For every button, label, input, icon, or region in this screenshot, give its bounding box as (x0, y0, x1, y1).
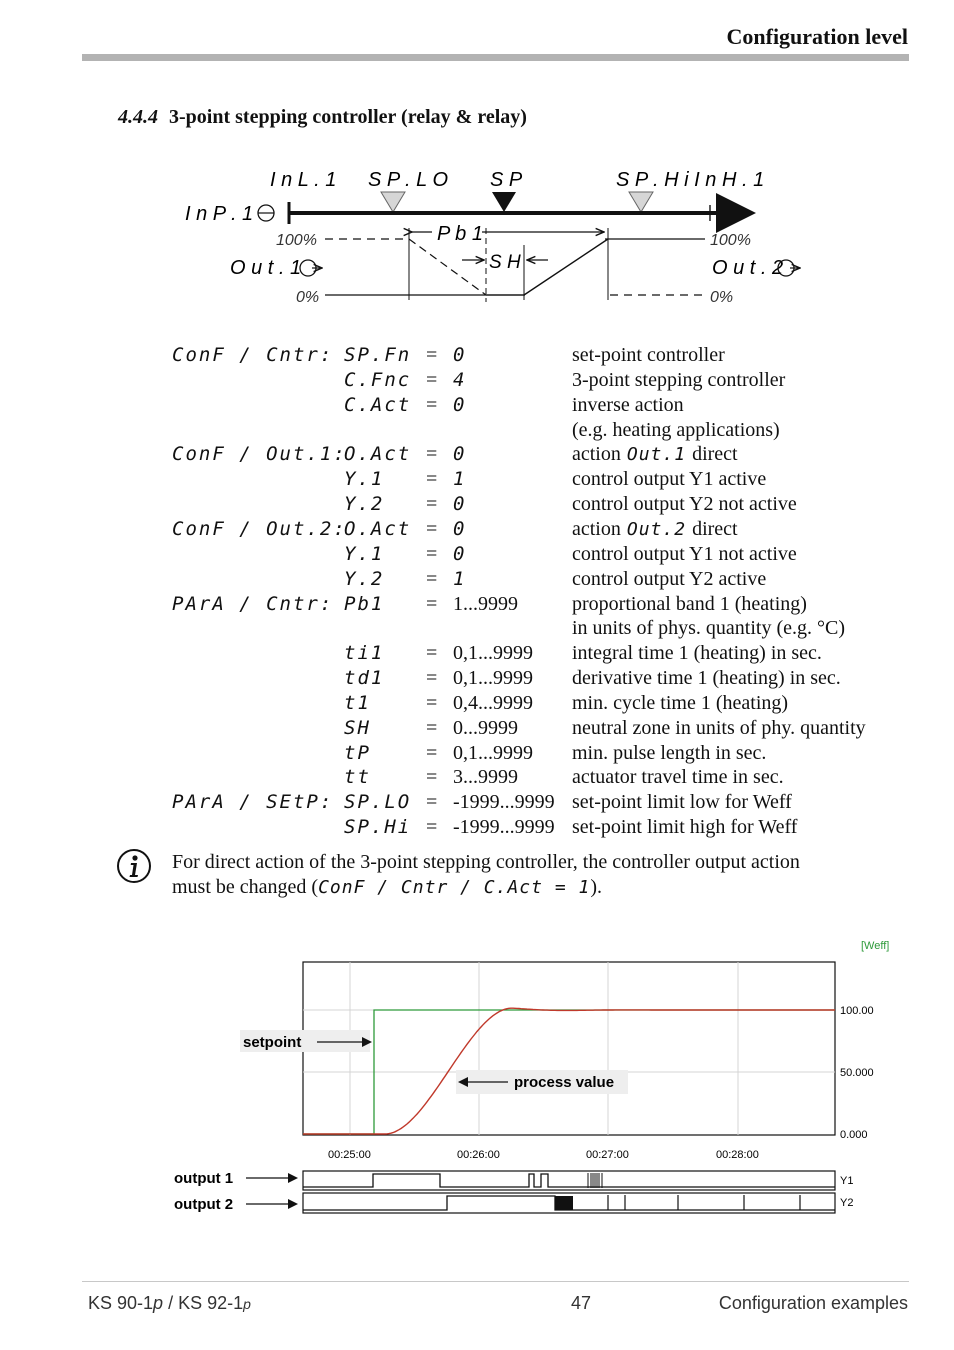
config-value: 0 (453, 542, 465, 565)
config-param: SH (344, 716, 371, 739)
y-tick-label: 50.000 (840, 1067, 874, 1079)
label-0-right: 0% (710, 289, 734, 306)
process-value-label: process value (514, 1074, 615, 1091)
config-param: C.Fnc (344, 368, 412, 391)
config-menu-path: ConF / Cntr: (172, 344, 334, 366)
config-description: (e.g. heating applications) (572, 418, 780, 441)
config-description: inverse action (572, 393, 684, 416)
controller-diagram (0, 150, 954, 320)
output2-label: output 2 (174, 1196, 234, 1213)
config-equals: = (426, 468, 438, 491)
label-inp1: I n P . 1 (185, 203, 254, 225)
config-equals: = (426, 816, 438, 839)
config-param: t1 (344, 691, 371, 714)
config-equals: = (426, 393, 438, 416)
footer-model: KS 90-1p / KS 92-1p (88, 1293, 251, 1313)
config-value: 0 (453, 344, 465, 366)
config-description: derivative time 1 (heating) in sec. (572, 667, 841, 690)
config-value: 0 (453, 443, 465, 466)
config-row (0, 765, 954, 790)
footer-chapter: Configuration examples (718, 1293, 908, 1313)
config-value: 0 (453, 517, 465, 540)
trend-chart (160, 930, 920, 1220)
config-row (0, 467, 954, 492)
config-description: min. cycle time 1 (heating) (572, 691, 789, 714)
section-number: 4.4.4 (118, 106, 158, 128)
config-equals: = (426, 642, 438, 665)
x-tick-label: 00:27:00 (586, 1149, 629, 1161)
label-out2: O u t . 2 (712, 257, 784, 279)
config-param: O.Act (344, 443, 412, 466)
config-value: 4 (453, 368, 465, 391)
config-row (0, 542, 954, 567)
config-description: set-point limit high for Weff (572, 816, 798, 839)
footer-divider (82, 1281, 909, 1282)
config-row (0, 716, 954, 741)
config-param: SP.Fn (344, 344, 412, 366)
config-row (0, 741, 954, 766)
config-row (0, 592, 954, 617)
output1-label: output 1 (174, 1170, 234, 1187)
config-table (0, 343, 954, 843)
page-number: 47 (571, 1293, 592, 1313)
config-value: 1...9999 (453, 592, 518, 615)
config-row (0, 368, 954, 393)
config-param: Y.2 (344, 493, 385, 516)
note-lcd-path: ConF / Cntr / C.Act = 1 (318, 877, 591, 898)
config-value: 0,1...9999 (453, 642, 533, 665)
config-value: -1999...9999 (453, 791, 555, 814)
config-value: 1 (453, 567, 465, 590)
config-menu-path: ConF / Out.1: (172, 443, 347, 466)
config-description: control output Y1 active (572, 468, 767, 491)
config-param: td1 (344, 667, 385, 690)
config-description: in units of phys. quantity (e.g. °C) (572, 617, 845, 640)
config-row (0, 343, 954, 368)
label-pb1: P b 1 (437, 223, 483, 245)
label-sp: S P (490, 169, 523, 191)
section-heading: 3-point stepping controller (relay & relay) (169, 106, 527, 128)
config-param: ti1 (344, 642, 385, 665)
config-row (0, 666, 954, 691)
label-inl1: I n L . 1 (270, 169, 337, 191)
label-100-left: 100% (276, 232, 317, 249)
label-0-left: 0% (296, 289, 320, 306)
note-text (172, 850, 912, 900)
config-row (0, 815, 954, 840)
config-description: min. pulse length in sec. (572, 741, 767, 764)
config-value: -1999...9999 (453, 816, 555, 839)
config-equals: = (426, 344, 438, 366)
config-description: 3-point stepping controller (572, 368, 786, 391)
config-menu-path: PArA / Cntr: (172, 592, 334, 615)
label-sh: S H (489, 252, 521, 273)
config-param: O.Act (344, 517, 412, 540)
config-row (0, 691, 954, 716)
output2-burst (555, 1196, 573, 1210)
config-equals: = (426, 493, 438, 516)
config-row (0, 492, 954, 517)
header-divider (82, 54, 909, 61)
config-value: 0 (453, 493, 465, 516)
config-equals: = (426, 368, 438, 391)
config-param: tt (344, 766, 371, 789)
config-description: set-point controller (572, 344, 725, 366)
config-description: proportional band 1 (heating) (572, 592, 807, 615)
config-equals: = (426, 766, 438, 789)
config-description: set-point limit low for Weff (572, 791, 792, 814)
config-row (0, 790, 954, 815)
config-equals: = (426, 791, 438, 814)
config-param: Y.1 (344, 468, 385, 491)
config-value: 0,4...9999 (453, 691, 533, 714)
config-equals: = (426, 517, 438, 540)
config-row (0, 567, 954, 592)
sp-marker-icon (492, 192, 516, 212)
config-param: SP.LO (344, 791, 412, 814)
config-value: 3...9999 (453, 766, 518, 789)
output1-arrow-icon (288, 1173, 298, 1183)
config-param: C.Act (344, 393, 412, 416)
config-row (0, 393, 954, 418)
label-100-right: 100% (710, 232, 751, 249)
config-param: Y.1 (344, 542, 385, 565)
config-equals: = (426, 691, 438, 714)
config-description: neutral zone in units of phy. quantity (572, 716, 866, 739)
config-row (0, 641, 954, 666)
config-param: SP.Hi (344, 816, 412, 839)
config-value: 1 (453, 468, 465, 491)
y-tick-label: 100.00 (840, 1005, 874, 1017)
splo-marker-icon (381, 192, 405, 212)
config-description: action Out.2 direct (572, 517, 738, 540)
x-tick-label: 00:25:00 (328, 1149, 371, 1161)
y-tick-label: 0.000 (840, 1129, 868, 1141)
config-row (0, 442, 954, 467)
config-value: 0,1...9999 (453, 741, 533, 764)
config-value: 0 (453, 393, 465, 416)
config-equals: = (426, 667, 438, 690)
config-param: tP (344, 741, 371, 764)
config-equals: = (426, 716, 438, 739)
section-title (118, 106, 527, 129)
setpoint-label: setpoint (243, 1034, 302, 1051)
config-description: actuator travel time in sec. (572, 766, 784, 789)
info-icon (116, 848, 152, 884)
x-tick-label: 00:28:00 (716, 1149, 759, 1161)
y2-label: Y2 (840, 1197, 854, 1209)
config-equals: = (426, 592, 438, 615)
header-title: Configuration level (726, 24, 908, 49)
config-row (0, 616, 954, 641)
label-sphi: S P . H i I n H . 1 (616, 169, 765, 191)
config-value: 0,1...9999 (453, 667, 533, 690)
chart-unit: [Weff] (861, 940, 890, 952)
config-row (0, 418, 954, 443)
chart-plot-area (303, 962, 835, 1135)
x-tick-label: 00:26:00 (457, 1149, 500, 1161)
config-value: 0...9999 (453, 716, 518, 739)
config-equals: = (426, 741, 438, 764)
output2-arrow-icon (288, 1199, 298, 1209)
sphi-marker-icon (629, 192, 653, 212)
config-param: Y.2 (344, 567, 385, 590)
config-description: control output Y2 not active (572, 493, 797, 516)
config-row (0, 517, 954, 542)
label-out1: O u t . 1 (230, 257, 302, 279)
y1-label: Y1 (840, 1175, 854, 1187)
note-line-1: For direct action of the 3-point stepping controller, the controller output action (172, 851, 800, 873)
config-equals: = (426, 443, 438, 466)
config-description: integral time 1 (heating) in sec. (572, 642, 822, 665)
config-param: Pb1 (344, 592, 385, 615)
config-menu-path: PArA / SEtP: (172, 791, 334, 814)
config-description: action Out.1 direct (572, 443, 738, 466)
config-menu-path: ConF / Out.2: (172, 517, 347, 540)
config-description: control output Y1 not active (572, 542, 797, 565)
config-description: control output Y2 active (572, 567, 767, 590)
note-line-2: must be changed (ConF / Cntr / C.Act = 1). (172, 876, 602, 898)
config-equals: = (426, 542, 438, 565)
config-equals: = (426, 567, 438, 590)
label-splo: S P . L O (368, 169, 449, 191)
